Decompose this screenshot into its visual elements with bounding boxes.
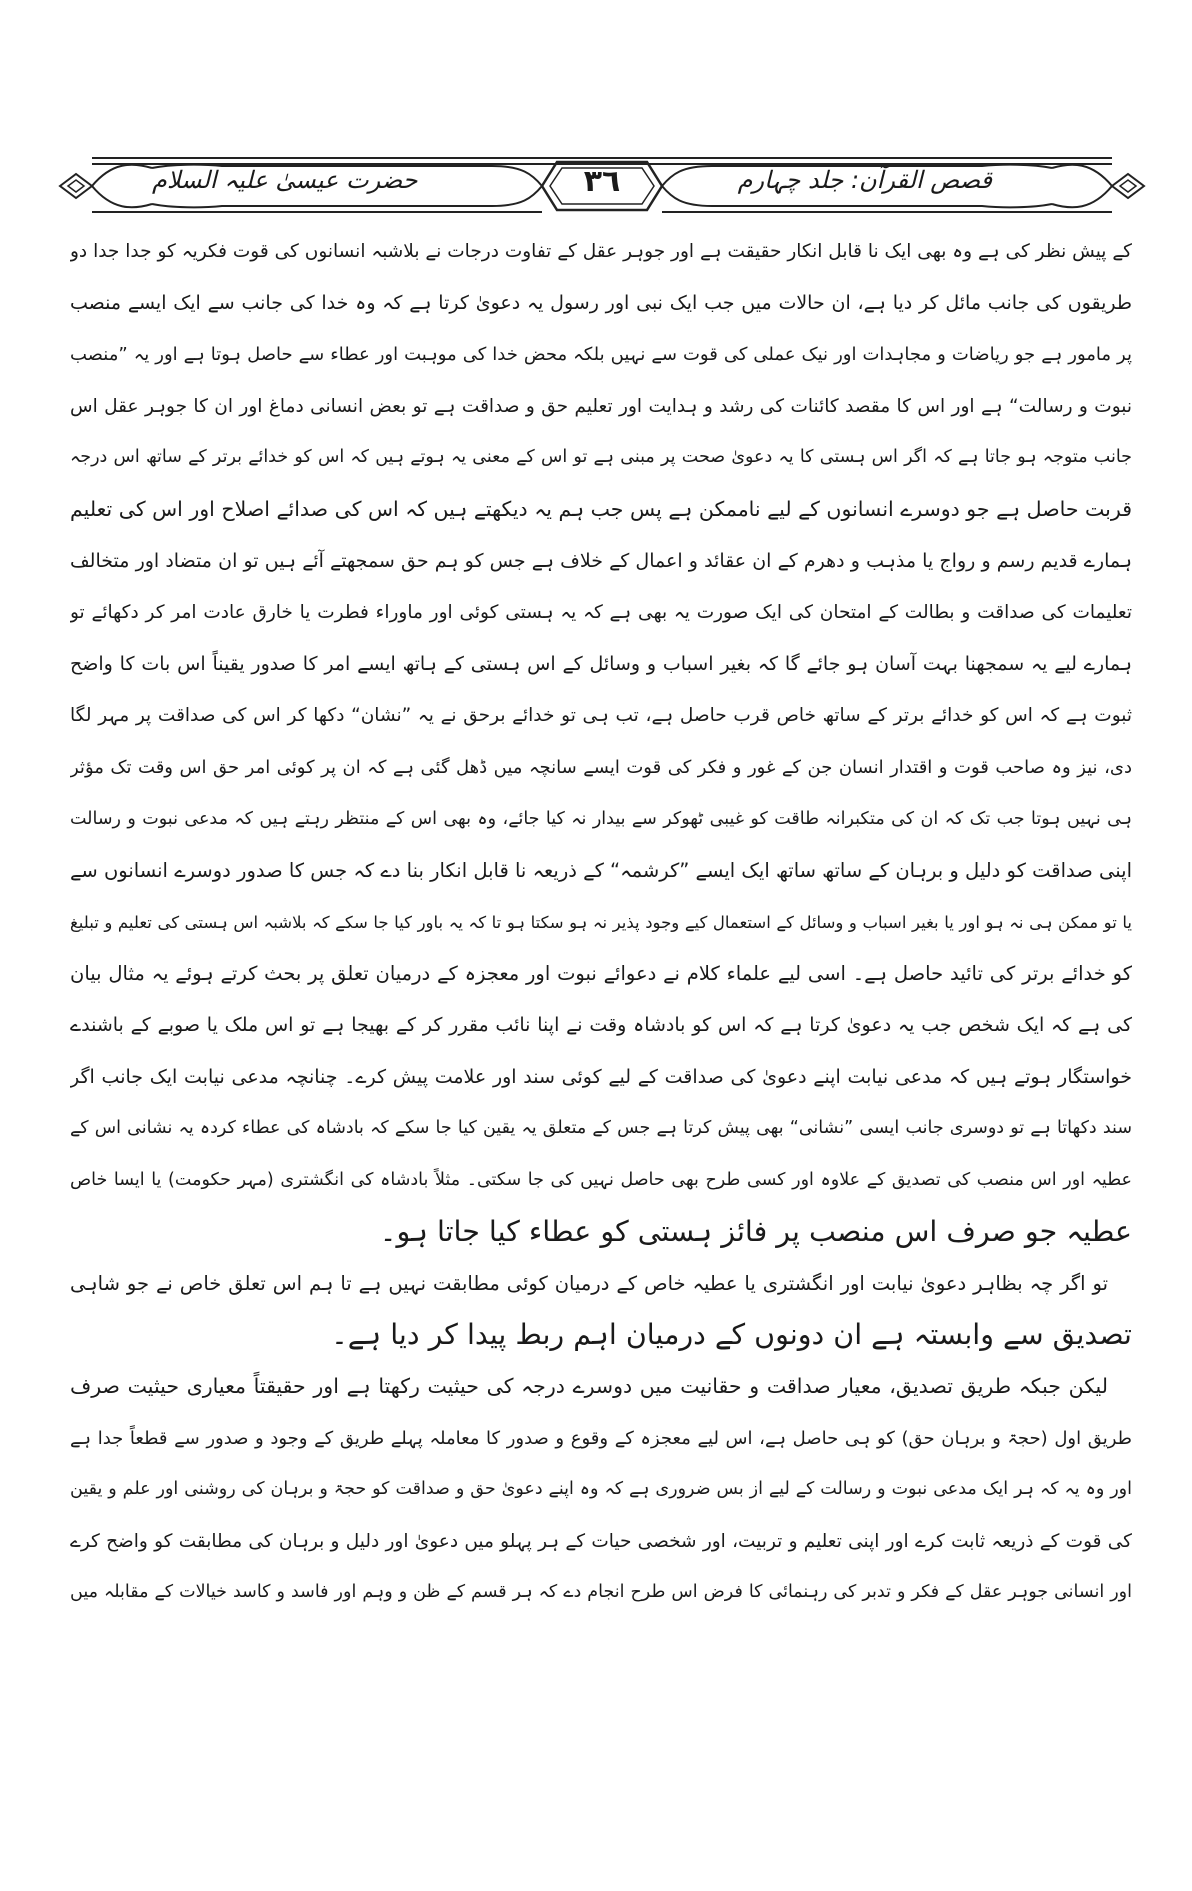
text-line: ہمارے لیے یہ سمجھنا بہت آسان ہو جائے گا کہ بغیر اسباب و وسائل کے اس ہستی کے ہاتھ ایسے امر کا صدور یقیناً اس بات کا واضح — [70, 652, 1132, 675]
book-title: قصص القرآن: جلد چہارم — [737, 166, 992, 194]
text-line: اور انسانی جوہر عقل کے فکر و تدبر کی رہنمائی کا فرض اس طرح انجام دے کہ ہر قسم کے ظن و وہم اور فاسد و کاسد خیالات کے مقابلہ میں — [70, 1582, 1132, 1603]
text-line: تو اگر چہ بظاہر دعویٰ نیابت اور انگشتری یا عطیہ خاص کے درمیان کوئی مطابقت نہیں ہے تا ہم اس تعلق خاص نے جو شاہی — [70, 1271, 1108, 1295]
text-line: ہی نہیں ہوتا جب تک کہ ان کی متکبرانہ طاقت کو غیبی ٹھوکر سے بیدار نہ کیا جائے، وہ بھی اس کے منتظر رہتے ہیں کہ مدعی نبوت و رسالت — [70, 808, 1132, 829]
text-line: طریق اول (حجۃ و برہان حق) کو ہی حاصل ہے، اس لیے معجزہ کے وقوع و صدور کا معاملہ پہلے طریق کے وجود و صدور سے قطعاً جدا ہے — [70, 1427, 1132, 1449]
text-line: اپنی صداقت کو دلیل و برہان کے ساتھ ساتھ ایک ایسے ”کرشمہ“ کے ذریعہ نا قابل انکار بنا دے کہ جس کا صدور دوسرے انسانوں سے — [70, 859, 1132, 883]
text-line: جانب متوجہ ہو جاتا ہے کہ اگر اس ہستی کا یہ دعویٰ صحت پر مبنی ہے تو اس کے معنی یہ ہوتے ہیں کہ اس کو خدائے برتر کے ساتھ اس درجہ — [70, 447, 1132, 468]
text-line: ہمارے قدیم رسم و رواج یا مذہب و دھرم کے ان عقائد و اعمال کے خلاف ہے جس کو ہم حق سمجھتے آئے ہیں تو ان متضاد اور متخالف — [70, 549, 1132, 572]
body-text — [70, 226, 1132, 1619]
page-header — [52, 150, 1152, 220]
text-line: اور وہ یہ کہ ہر ایک مدعی نبوت و رسالت کے لیے از بس ضروری ہے کہ وہ اپنے دعویٰ حق و صداقت کو حجۃ و برہان کی روشنی اور علم و یقین — [70, 1479, 1132, 1500]
text-line: خواستگار ہوتے ہیں کہ مدعی نیابت اپنے دعویٰ کی صداقت کے لیے کوئی سند اور علامت پیش کرے۔ چنانچہ مدعی نیابت ایک جانب اگر — [70, 1065, 1132, 1088]
text-line: قربت حاصل ہے جو دوسرے انسانوں کے لیے ناممکن ہے پس جب ہم یہ دیکھتے ہیں کہ اس کی صدائے اصلاح اور اس کی تعلیم — [70, 496, 1132, 521]
text-line: کو خدائے برتر کی تائید حاصل ہے۔ اسی لیے علماء کلام نے دعوائے نبوت اور معجزہ کے درمیان تعلق پر بحث کرتے ہوئے یہ مثال بیان — [70, 962, 1132, 986]
text-line: یا تو ممکن ہی نہ ہو اور یا بغیر اسباب و وسائل کے استعمال کیے وجود پذیر نہ ہو سکتا ہو تا کہ یہ باور کیا جا سکے کہ بلاشبہ اس ہستی کی تعلیم و تبلیغ — [70, 912, 1132, 932]
text-line: کے پیش نظر کی ہے وہ بھی ایک نا قابل انکار حقیقت ہے اور جوہر عقل کے تفاوت درجات نے بلاشبہ انسانوں کی قوت فکریہ کو جدا جدا دو — [70, 241, 1132, 262]
text-line: سند دکھاتا ہے تو دوسری جانب ایسی ”نشانی“ بھی پیش کرتا ہے جس کے متعلق یہ یقین کیا جا سکے کہ بادشاہ کی عطاء کردہ یہ نشانی اس کے — [70, 1118, 1132, 1139]
text-line: لیکن جبکہ طریق تصدیق، معیار صداقت و حقانیت میں دوسرے درجہ کی حیثیت رکھتا ہے اور حقیقتاً معیاری حیثیت صرف — [70, 1374, 1108, 1399]
text-line: طریقوں کی جانب مائل کر دیا ہے، ان حالات میں جب ایک نبی اور رسول یہ دعویٰ کرتا ہے کہ وہ خدا کی جانب سے ایک ایسے منصب — [70, 291, 1132, 314]
chapter-title: حضرت عیسیٰ علیہ السلام — [152, 166, 418, 194]
text-line: تصدیق سے وابستہ ہے ان دونوں کے درمیان اہم ربط پیدا کر دیا ہے۔ — [331, 1318, 1132, 1352]
text-line: دی، نیز وہ صاحب قوت و اقتدار انسان جن کے غور و فکر کی قوت ایسے سانچہ میں ڈھل گئی ہے کہ ان پر کوئی امر حق اس وقت تک مؤثر — [70, 756, 1132, 778]
text-line: پر مامور ہے جو ریاضات و مجاہدات اور نیک عملی کی قوت سے نہیں بلکہ محض خدا کی موہبت اور عطاء سے حاصل ہوتا ہے اور یہ ”منصب — [70, 344, 1132, 366]
text-line: کی قوت کے ذریعہ ثابت کرے اور اپنی تعلیم و تربیت، اور شخصی حیات کے ہر پہلو میں دعویٰ اور دلیل و برہان کی مطابقت کو واضح کرے — [70, 1530, 1132, 1552]
text-line: کی ہے کہ ایک شخص جب یہ دعویٰ کرتا ہے کہ اس کو بادشاہ وقت نے اپنا نائب مقرر کر کے بھیجا ہے تو اس ملک یا صوبے کے باشندے — [70, 1013, 1132, 1036]
text-line: تعلیمات کی صداقت و بطالت کے امتحان کی ایک صورت یہ بھی ہے کہ یہ ہستی کوئی اور ماوراء فطرت یا خارق عادت امر کر دکھائے تو — [70, 602, 1132, 624]
text-line: ثبوت ہے کہ اس کو خدائے برتر کے ساتھ خاص قرب حاصل ہے، تب ہی تو خدائے برحق نے یہ ”نشان“ دکھا کر اس کی صداقت پر مہر لگا — [70, 705, 1132, 727]
page-number: ٣٦ — [583, 164, 621, 199]
text-line: نبوت و رسالت“ ہے اور اس کا مقصد کائنات کی رشد و ہدایت اور تعلیم حق و صداقت ہے تو بعض انسانی دماغ اور ان کا جوہر عقل اس — [70, 395, 1132, 417]
text-line: عطیہ اور اس منصب کی تصدیق کے علاوہ اور کسی طرح بھی حاصل نہیں کی جا سکتی۔ مثلاً بادشاہ کی انگشتری (مہر حکومت) یا ایسا خاص — [70, 1169, 1132, 1190]
text-line: عطیہ جو صرف اس منصب پر فائز ہستی کو عطاء کیا جاتا ہو۔ — [379, 1215, 1132, 1249]
